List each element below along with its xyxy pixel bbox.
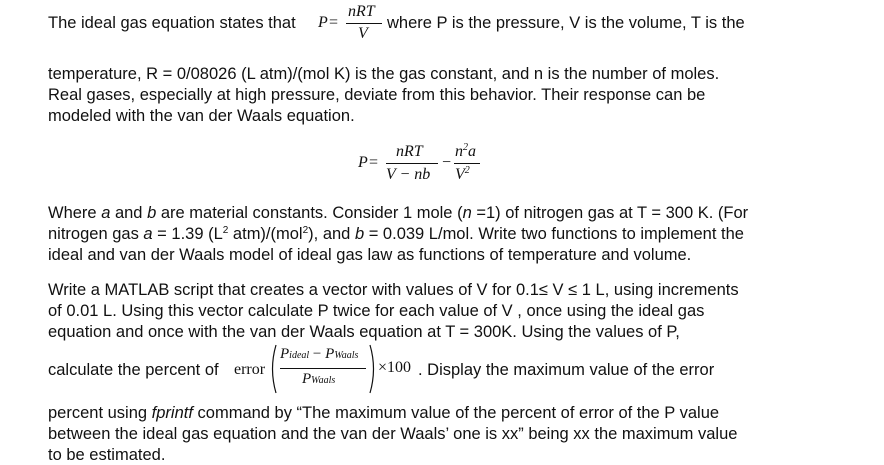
var-b: b xyxy=(147,204,157,222)
error-fraction-bar xyxy=(280,368,366,369)
var-b: b xyxy=(354,225,365,243)
vdw-n-exp: 2 xyxy=(463,142,468,153)
intro-lead: The ideal gas equation states that xyxy=(48,14,296,32)
left-paren xyxy=(268,343,278,395)
vdw-term1-bar xyxy=(386,163,438,164)
right-paren xyxy=(368,343,378,395)
error-tail: . Display the maximum value of the error xyxy=(418,361,715,379)
para3-line2: of 0.01 L. Using this vector calculate P twice for each value of V , once using the ideal gas xyxy=(48,302,705,320)
var-a: a xyxy=(101,204,111,222)
para1-line3: modeled with the van der Waals equation. xyxy=(48,107,355,125)
vdw-a: a xyxy=(468,143,476,160)
vdw-term2-bar xyxy=(454,163,480,164)
eq1-numerator: nRT xyxy=(348,3,375,20)
para1-line1: temperature, R = 0/08026 (L atm)/(mol K) is the gas constant, and n is the number of moles. xyxy=(48,65,720,83)
error-formula xyxy=(268,343,420,395)
ideal-gas-equation xyxy=(318,3,388,45)
vdw-lhs: P xyxy=(358,154,368,171)
vdw-term2-denominator xyxy=(455,166,470,184)
van-der-waals-equation xyxy=(358,143,498,189)
para2-line1: Where a and b are material constants. Consider 1 mole (n =1) of nitrogen gas at T = 300 K. (For xyxy=(48,204,749,222)
fprintf-term: fprintf xyxy=(151,404,193,422)
error-word: error xyxy=(234,361,266,378)
eq1-lhs: P xyxy=(318,14,328,31)
intro-after-eq: where P is the pressure, V is the volume, T is the xyxy=(387,14,745,32)
error-lead: calculate the percent of xyxy=(48,361,219,379)
vdw-term2-numerator xyxy=(455,143,476,161)
eq1-equals: = xyxy=(329,14,339,31)
vdw-term1-denominator: V − nb xyxy=(386,166,431,183)
para4-line1: percent using fprintf command by “The maximum value of the percent of error of the P value xyxy=(48,404,720,422)
vdw-equals: = xyxy=(369,154,379,171)
vdw-minus: − xyxy=(442,154,452,171)
para2-line2: nitrogen gas a = 1.39 ($L^2$ atm)/(mol$^2$), and b = 0.039 L/mol. Write two functions to implement the xyxy=(48,225,744,243)
eq1-denominator: V xyxy=(358,25,368,42)
vdw-v-exp: 2 xyxy=(464,165,470,176)
para3-line3: equation and once with the van der Waals equation at T = 300K. Using the values of P, xyxy=(48,323,680,341)
para2-line3: ideal and van der Waals model of ideal gas law as functions of temperature and volume. xyxy=(48,246,692,264)
para1-line2: Real gases, especially at high pressure, deviate from this behavior. Their response can be xyxy=(48,86,706,104)
error-numerator: Pideal − PWaals xyxy=(280,346,359,362)
vdw-term1-numerator: nRT xyxy=(396,143,423,160)
para4-line2: between the ideal gas equation and the van der Waals’ one is xx” being xx the maximum value xyxy=(48,425,738,443)
error-denominator: PWaals xyxy=(302,371,336,387)
eq1-fraction-bar xyxy=(346,23,382,24)
para3-line1: Write a MATLAB script that creates a vector with values of V for 0.1≤ V ≤ 1 L, using increments xyxy=(48,281,739,299)
times-100: ×100 xyxy=(378,359,412,376)
vdw-v: V xyxy=(455,166,465,183)
para4-line3: to be estimated. xyxy=(48,446,166,464)
var-a: a xyxy=(143,225,153,243)
var-n: n xyxy=(462,204,472,222)
vdw-n: n xyxy=(455,143,463,160)
